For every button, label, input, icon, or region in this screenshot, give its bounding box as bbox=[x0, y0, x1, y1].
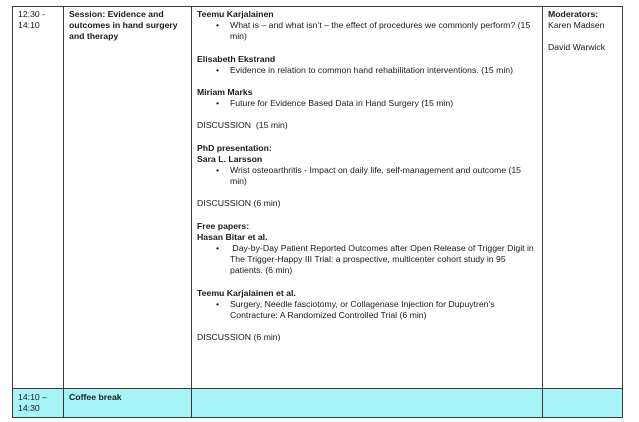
free-paper-topic-2: • Surgery, Needle fasciotomy, or Collagenase Injection for Dupuytren’s Contracture: A Randomized Controlled Trial (6 min) bbox=[230, 299, 537, 321]
moderators-cell bbox=[543, 7, 623, 389]
free-paper-speaker-2: Teemu Karjalainen et al. bbox=[197, 287, 296, 298]
free-papers-heading: Free papers: bbox=[197, 220, 250, 231]
phd-speaker: Sara L. Larsson bbox=[197, 153, 263, 164]
session-time: 12:30 - 14:10 bbox=[18, 9, 46, 31]
phd-topic: • Wrist osteoarthritis - Impact on daily life, self-management and outcome (15 min) bbox=[230, 165, 537, 187]
talk-topic-3: • Future for Evidence Based Data in Hand Surgery (15 min) bbox=[230, 98, 537, 109]
talk-topic-2: • Evidence in relation to common hand rehabilitation interventions. (15 min) bbox=[230, 65, 537, 76]
talk-speaker-1: Teemu Karjalainen bbox=[197, 9, 274, 19]
break-title: Coffee break bbox=[69, 392, 122, 402]
talk-speaker-2: Elisabeth Ekstrand bbox=[197, 53, 276, 64]
talk-topic-1: • What is – and what isn’t – the effect of procedures we commonly perform? (15 min) bbox=[230, 20, 537, 42]
session-cell bbox=[64, 7, 192, 389]
discussion-1: DISCUSSION (15 min) bbox=[197, 120, 288, 131]
phd-heading: PhD presentation: bbox=[197, 142, 272, 153]
free-paper-speaker-1: Hasan Bitar et al. bbox=[197, 231, 268, 242]
talk-speaker-3: Miriam Marks bbox=[197, 87, 253, 98]
break-empty-cell bbox=[192, 389, 543, 418]
session-title: Session: Evidence and outcomes in hand surgery and therapy bbox=[69, 9, 178, 42]
moderator-2: David Warwick bbox=[548, 42, 606, 53]
discussion-2: DISCUSSION (6 min) bbox=[197, 198, 281, 209]
break-title-cell bbox=[64, 389, 192, 418]
break-empty-mod-cell bbox=[543, 389, 623, 418]
moderator-1: Karen Madsen bbox=[548, 20, 605, 31]
break-row bbox=[13, 389, 623, 418]
time-cell bbox=[13, 7, 64, 389]
session-row bbox=[13, 7, 623, 389]
break-time-cell bbox=[13, 389, 64, 418]
break-time: 14:10 – 14:30 bbox=[18, 392, 47, 414]
free-paper-topic-1: • Day-by-Day Patient Reported Outcomes after Open Release of Trigger Digit in The Trigger-Happy III Trial: a prospective, multicenter cohort study in 95 patients. (6 min) bbox=[230, 243, 537, 277]
moderators-heading: Moderators: bbox=[548, 9, 599, 19]
program-table bbox=[12, 6, 623, 418]
talks-cell bbox=[192, 7, 543, 389]
discussion-3: DISCUSSION (6 min) bbox=[197, 332, 281, 343]
